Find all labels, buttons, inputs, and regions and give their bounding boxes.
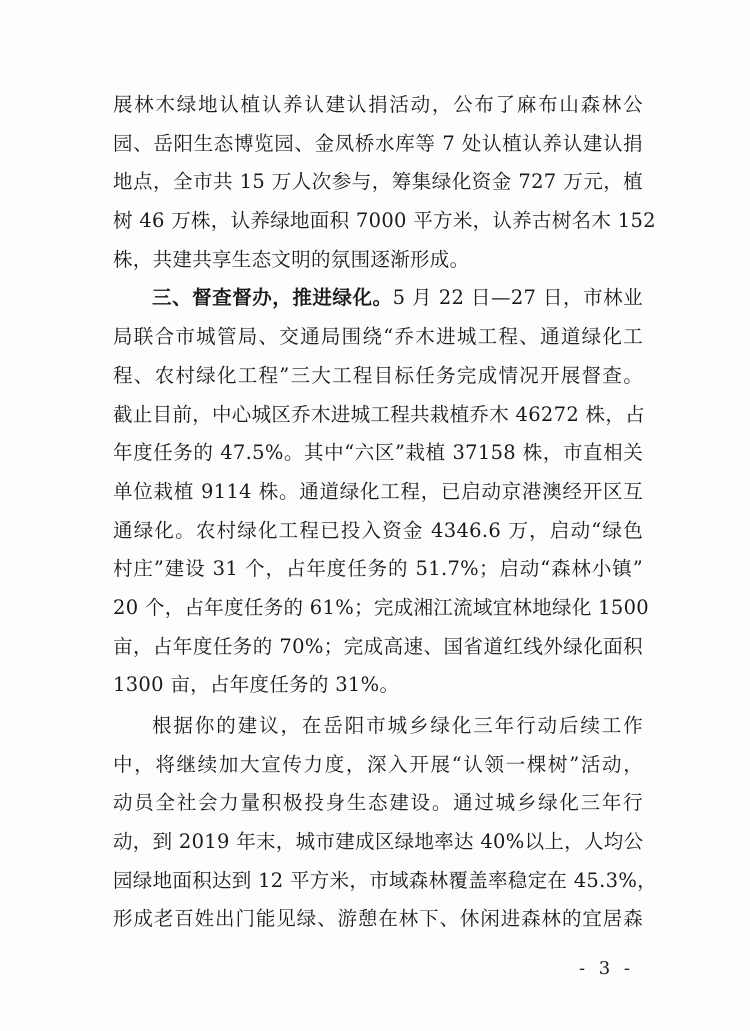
section-heading: 三、督查督办，推进绿化。 [152,286,393,310]
paragraph-2 [113,279,649,705]
text-line: 动，到 2019 年末，城市建成区绿地率达 40%以上，人均公 [113,830,644,854]
paragraph-3 [113,707,657,939]
text-line: 年度任务的 47.5%。其中“六区”栽植 37158 株，市直相关 [113,441,643,465]
text-line: 株，共建共享生态文明的氛围逐渐形成。 [113,247,470,271]
text-line [113,279,643,318]
text-line: 地点，全市共 15 万人次参与，筹集绿化资金 727 万元，植 [113,170,643,194]
heading-line-rest: 5 月 22 日—27 日，市林业 [392,286,643,310]
text-line: 形成老百姓出门能见绿、游憩在林下、休闲进森林的宜居森 [113,907,643,931]
text-line: 根据你的建议，在岳阳市城乡绿化三年行动后续工作 [152,714,643,737]
text-line: 园绿地面积达到 12 平方米，市域森林覆盖率稳定在 45.3%， [113,868,657,892]
text-line: 局联合市城管局、交通局围绕“乔木进城工程、通道绿化工 [113,325,643,349]
text-line: 亩，占年度任务的 70%；完成高速、国省道红线外绿化面积 [113,634,643,658]
text-line: 展林木绿地认植认养认建认捐活动，公布了麻布山森林公 [113,93,643,116]
page-number: - 3 - [578,958,634,979]
text-line: 截止目前，中心城区乔木进城工程共栽植乔木 46272 株，占 [113,402,645,426]
text-line: 中，将继续加大宣传力度，深入开展“认领一棵树”活动， [113,752,643,776]
text-line: 村庄”建设 31 个，占年度任务的 51.7%；启动“森林小镇” [113,557,643,581]
text-line: 程、农村绿化工程”三大工程目标任务完成情况开展督查。 [113,363,643,387]
text-line: 园、岳阳生态博览园、金凤桥水库等 7 处认植认养认建认捐 [113,131,643,155]
text-line: 通绿化。农村绿化工程已投入资金 4346.6 万，启动“绿色 [113,518,643,542]
text-line: 动员全社会力量积极投身生态建设。通过城乡绿化三年行 [113,791,643,815]
paragraph-1 [113,86,656,279]
text-line: 20 个，占年度任务的 61%；完成湘江流域宜林地绿化 1500 [113,595,649,619]
document-body [113,86,657,939]
text-line: 单位栽植 9114 株。通道绿化工程，已启动京港澳经开区互 [113,479,643,503]
text-line: 树 46 万株，认养绿地面积 7000 平方米，认养古树名木 152 [113,209,656,233]
text-line: 1300 亩，占年度任务的 31%。 [113,673,400,697]
